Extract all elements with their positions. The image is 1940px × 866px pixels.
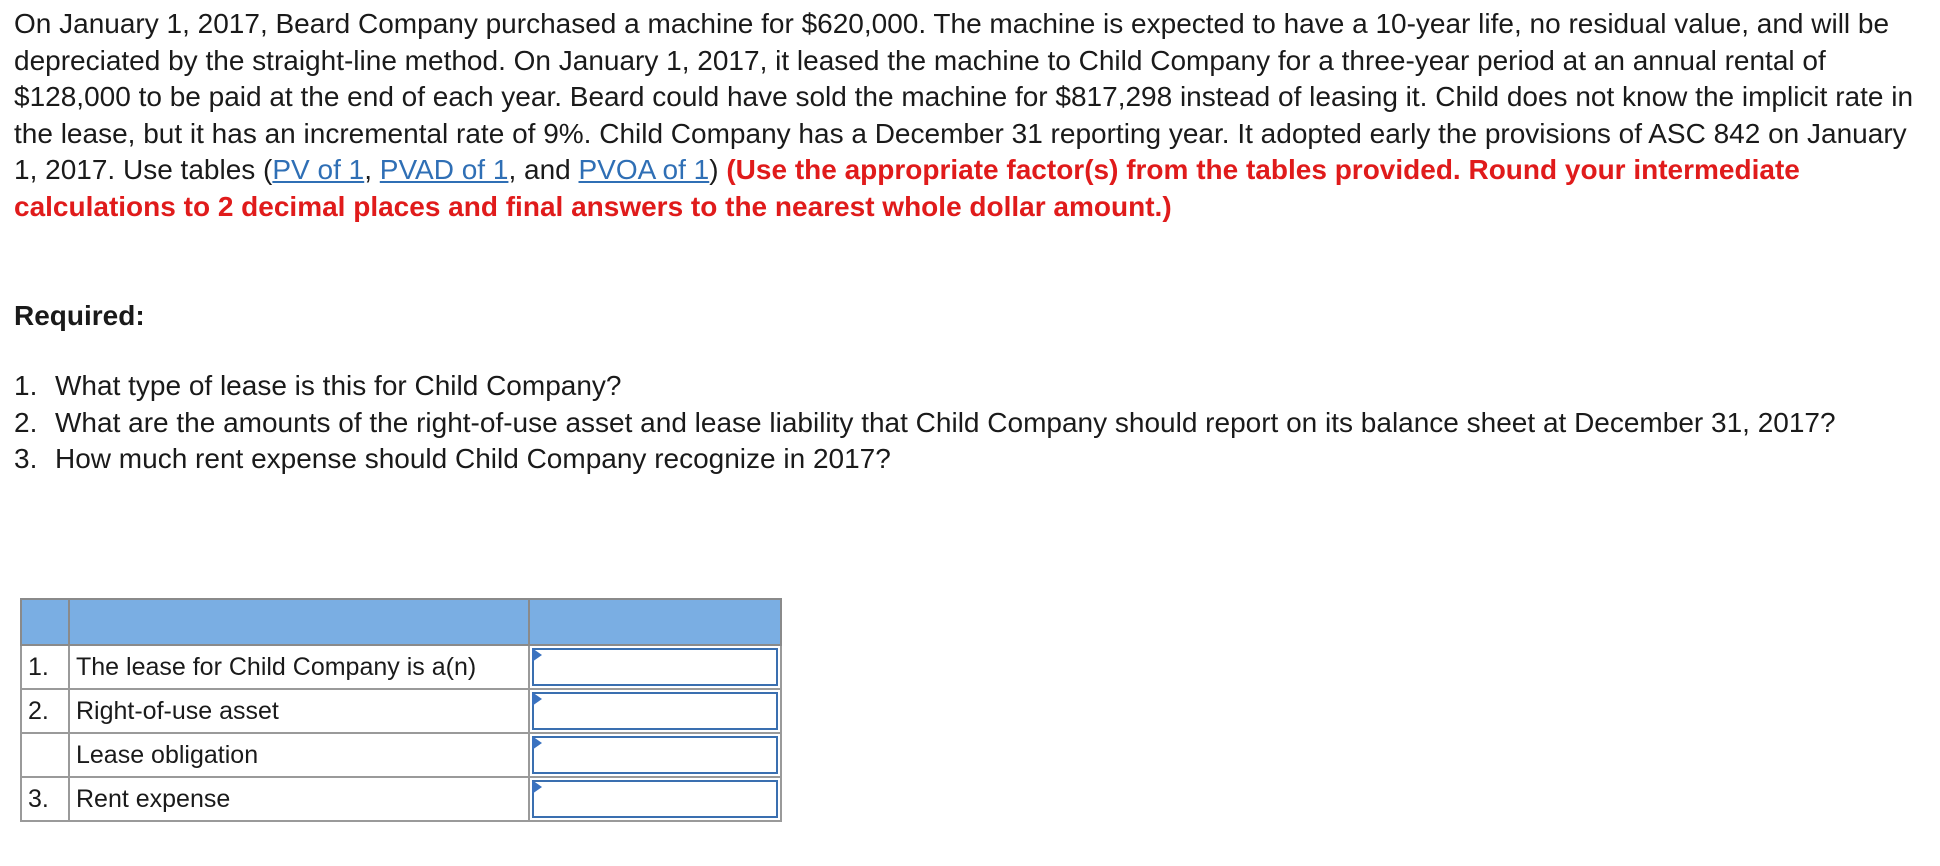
rounding-instruction: (Use the appropriate factor(s) from the tables provided. Round your intermediate calculations to 2 decimal places and final answers to the nearest whole dollar amount.)	[14, 154, 1800, 222]
row-number: 3.	[21, 777, 69, 821]
question-text: What are the amounts of the right-of-use asset and lease liability that Child Company should report on its balance sheet at December 31, 2017?	[55, 406, 1836, 438]
rent-expense-input[interactable]	[529, 777, 781, 821]
row-label: Lease obligation	[69, 733, 529, 777]
question-text: How much rent expense should Child Company recognize in 2017?	[55, 443, 891, 475]
required-heading: Required:	[14, 300, 145, 331]
problem-statement	[14, 6, 1914, 226]
question-text: What type of lease is this for Child Company?	[55, 370, 622, 401]
pv-of-1-link[interactable]: PV of 1	[272, 154, 365, 186]
row-label: The lease for Child Company is a(n)	[69, 645, 529, 689]
question-number: 1.	[14, 370, 38, 401]
question-number: 3.	[14, 443, 38, 475]
question-item	[14, 441, 1894, 478]
table-row	[21, 645, 781, 689]
lease-type-input[interactable]	[529, 645, 781, 689]
pvoa-of-1-link[interactable]: PVOA of 1	[578, 154, 710, 186]
lease-obligation-field[interactable]	[532, 736, 778, 774]
link-separator: ,	[364, 154, 380, 186]
right-of-use-asset-input[interactable]	[529, 689, 781, 733]
header-cell	[21, 599, 69, 645]
cell-marker-icon	[532, 780, 542, 794]
cell-marker-icon	[532, 692, 542, 706]
cell-marker-icon	[532, 736, 542, 750]
row-number	[21, 733, 69, 777]
table-header-row	[21, 599, 781, 645]
row-number: 2.	[21, 689, 69, 733]
row-number: 1.	[21, 645, 69, 689]
row-label: Right-of-use asset	[69, 689, 529, 733]
question-item	[14, 368, 1894, 405]
row-label: Rent expense	[69, 777, 529, 821]
header-cell	[529, 599, 781, 645]
table-row	[21, 689, 781, 733]
rent-expense-field[interactable]	[532, 780, 778, 818]
lease-obligation-input[interactable]	[529, 733, 781, 777]
header-cell	[69, 599, 529, 645]
pvad-of-1-link[interactable]: PVAD of 1	[379, 154, 509, 186]
close-paren: )	[709, 154, 719, 186]
answer-table	[20, 598, 782, 822]
problem-text: On January 1, 2017, Beard Company purchased a machine for $620,000. The machine is expected to have a 10-year life, no residual value, and will be depreciated by the straight-line method. On January 1, 2017, it leased the machine to Child Company for a three-year period at an annual rental of $128,000 to be paid at the end of each year. Beard could have sold the machine for $817,298 instead of leasing it. Child does not know the implicit rate in the lease, but it has an incremental rate of 9%. Child Company has a December 31 reporting year. It adopted early the provisions of ASC 842 on January 1, 2017. Use tables (	[14, 8, 1914, 186]
question-item	[14, 405, 1894, 442]
question-number: 2.	[14, 406, 38, 438]
table-row	[21, 777, 781, 821]
dropdown-marker-icon	[532, 648, 542, 662]
link-separator: , and	[508, 154, 579, 186]
question-list	[14, 368, 1894, 478]
table-row	[21, 733, 781, 777]
lease-type-field[interactable]	[532, 648, 778, 686]
right-of-use-asset-field[interactable]	[532, 692, 778, 730]
